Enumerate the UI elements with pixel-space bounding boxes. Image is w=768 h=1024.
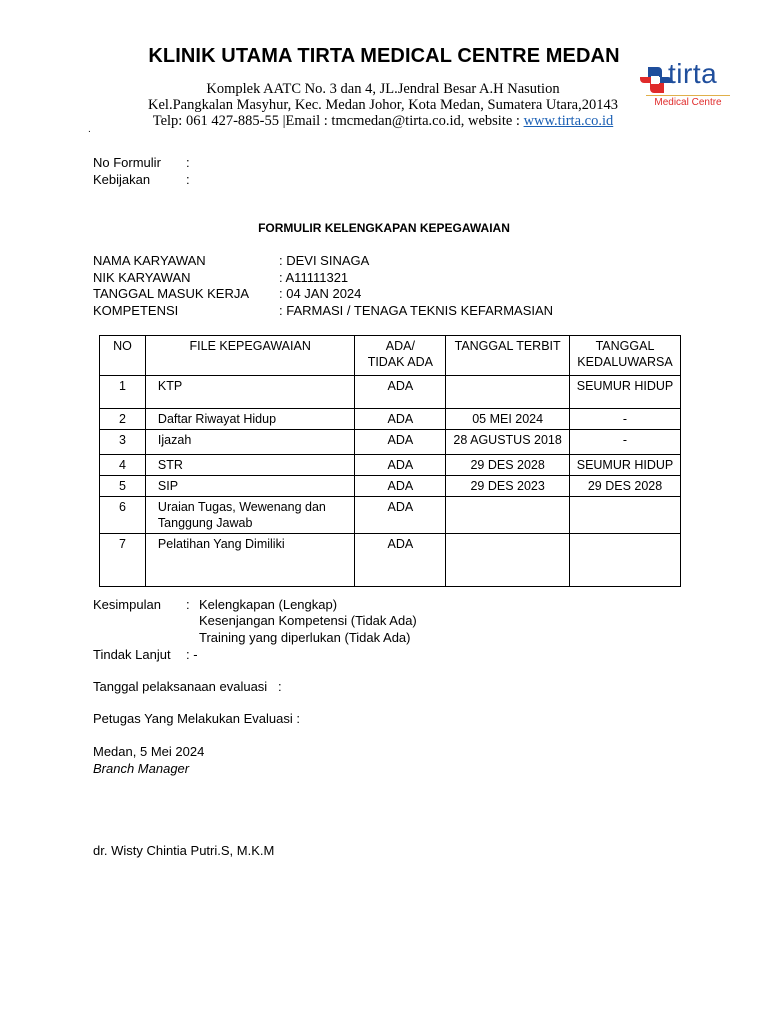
employee-start-date-value: : 04 JAN 2024 [279, 286, 362, 301]
employee-start-date-label: TANGGAL MASUK KERJA [93, 286, 250, 301]
evaluation-date-label: Tanggal pelaksanaan evaluasi [93, 679, 268, 694]
conclusion-sep: : [186, 597, 190, 612]
address-line-2: Kel.Pangkalan Masyhur, Kec. Medan Johor, Kota Medan, Sumatera Utara,20143 [148, 97, 618, 113]
row-expiry: - [570, 409, 681, 430]
signature-position: Branch Manager [93, 761, 190, 776]
contact-line [130, 113, 636, 130]
logo-word: tirta [668, 58, 718, 89]
row-no: 3 [100, 430, 146, 455]
row-issued: 29 DES 2028 [446, 455, 570, 476]
row-expiry: 29 DES 2028 [570, 476, 681, 497]
row-issued [446, 376, 570, 409]
row-expiry: SEUMUR HIDUP [570, 455, 681, 476]
evaluator-label: Petugas Yang Melakukan Evaluasi : [93, 711, 300, 726]
table-row [100, 409, 681, 430]
employee-files-table [99, 335, 681, 587]
table-row [100, 455, 681, 476]
tirta-logo [636, 60, 736, 108]
conclusion-line-1: Kelengkapan (Lengkap) [199, 597, 338, 612]
table-row [100, 430, 681, 455]
row-no: 7 [100, 534, 146, 587]
row-issued: 05 MEI 2024 [446, 409, 570, 430]
contact-text: Telp: 061 427-885-55 |Email : tmcmedan@tirta.co.id, website : [152, 113, 524, 129]
header-status: ADA/ TIDAK ADA [355, 336, 446, 376]
header-file: FILE KEPEGAWAIAN [145, 336, 355, 376]
conclusion-line-2: Kesenjangan Kompetensi (Tidak Ada) [199, 613, 417, 628]
signature-name: dr. Wisty Chintia Putri.S, M.K.M [93, 843, 275, 858]
row-status: ADA [355, 534, 446, 587]
row-status: ADA [355, 430, 446, 455]
row-issued: 29 DES 2023 [446, 476, 570, 497]
no-formulir-sep: : [186, 155, 190, 170]
employee-competence-value: : FARMASI / TENAGA TEKNIS KEFARMASIAN [279, 303, 554, 318]
employee-nik-value: : A11111321 [279, 270, 349, 285]
employee-competence-label: KOMPETENSI [93, 303, 179, 318]
row-no: 2 [100, 409, 146, 430]
signature-place-date: Medan, 5 Mei 2024 [93, 744, 205, 759]
row-status: ADA [355, 409, 446, 430]
row-issued [446, 534, 570, 587]
table-row [100, 376, 681, 409]
table-row [100, 497, 681, 534]
row-file: SIP [145, 476, 355, 497]
row-expiry: - [570, 430, 681, 455]
logo-subtitle: Medical Centre [646, 95, 730, 108]
table-header-row [100, 336, 681, 376]
row-status: ADA [355, 497, 446, 534]
row-file: Ijazah [145, 430, 355, 455]
row-file: Pelatihan Yang Dimiliki [145, 534, 355, 587]
row-file: KTP [145, 376, 355, 409]
form-title: FORMULIR KELENGKAPAN KEPEGAWAIAN [258, 221, 510, 235]
row-status: ADA [355, 376, 446, 409]
stray-dot: . [88, 124, 91, 135]
address-line-1: Komplek AATC No. 3 dan 4, JL.Jendral Besar A.H Nasution [206, 81, 560, 97]
follow-up-value: : - [186, 647, 198, 662]
row-status: ADA [355, 455, 446, 476]
employee-nik-label: NIK KARYAWAN [93, 270, 191, 285]
follow-up-label: Tindak Lanjut [93, 647, 171, 662]
kebijakan-sep: : [186, 172, 190, 187]
employee-name-value: : DEVI SINAGA [279, 253, 370, 268]
row-file: Daftar Riwayat Hidup [145, 409, 355, 430]
row-issued: 28 AGUSTUS 2018 [446, 430, 570, 455]
conclusion-label: Kesimpulan [93, 597, 161, 612]
conclusion-line-3: Training yang diperlukan (Tidak Ada) [199, 630, 411, 645]
clinic-title: KLINIK UTAMA TIRTA MEDICAL CENTRE MEDAN [148, 45, 620, 67]
row-issued [446, 497, 570, 534]
employee-name-label: NAMA KARYAWAN [93, 253, 206, 268]
no-formulir-label: No Formulir [93, 155, 161, 170]
row-expiry [570, 497, 681, 534]
row-no: 5 [100, 476, 146, 497]
row-expiry: SEUMUR HIDUP [570, 376, 681, 409]
row-status: ADA [355, 476, 446, 497]
evaluation-date-sep: : [278, 679, 282, 694]
row-no: 1 [100, 376, 146, 409]
header-no: NO [100, 336, 146, 376]
row-file: STR [145, 455, 355, 476]
table-row [100, 476, 681, 497]
row-file: Uraian Tugas, Wewenang dan Tanggung Jawab [145, 497, 355, 534]
row-no: 4 [100, 455, 146, 476]
kebijakan-label: Kebijakan [93, 172, 151, 187]
header-expiry: TANGGAL KEDALUWARSA [570, 336, 681, 376]
row-no: 6 [100, 497, 146, 534]
row-expiry [570, 534, 681, 587]
header-issued: TANGGAL TERBIT [446, 336, 570, 376]
website-link[interactable]: www.tirta.co.id [523, 113, 614, 129]
table-row [100, 534, 681, 587]
